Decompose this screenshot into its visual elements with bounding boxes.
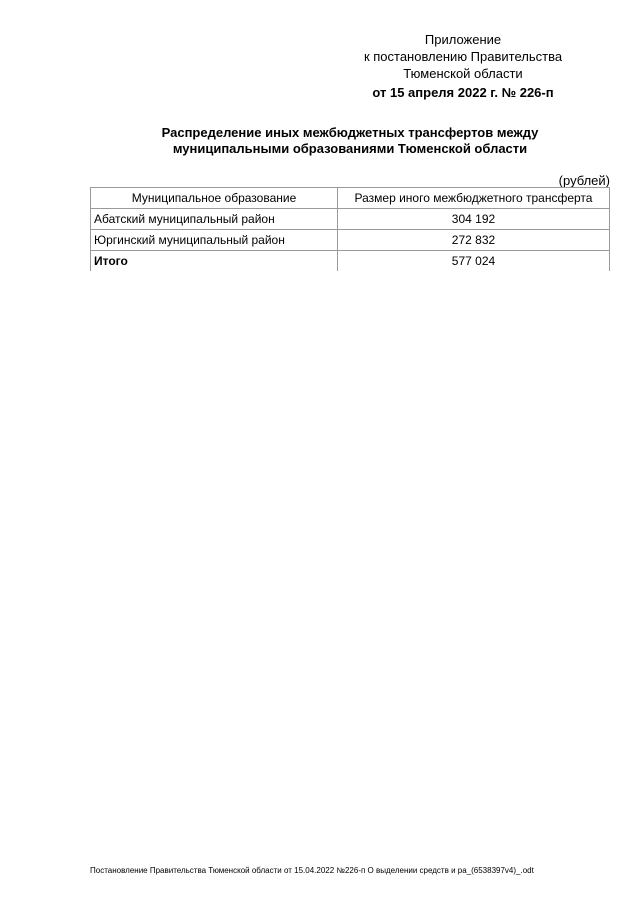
document-title <box>90 125 610 157</box>
appendix-header <box>333 31 593 101</box>
appendix-resolution-ref: к постановлению Правительства <box>363 49 563 64</box>
total-label: Итого <box>91 251 338 272</box>
header-municipality: Муниципальное образование <box>91 188 338 209</box>
transfer-amount: 304 192 <box>338 209 610 230</box>
units-label: (рублей) <box>558 173 610 188</box>
table-row <box>91 209 610 230</box>
appendix-region: Тюменской области <box>403 66 523 81</box>
footer-filename: Постановление Правительства Тюменской области от 15.04.2022 №226-п О выделении средств и ра_(6538397v4)_.odt <box>90 866 534 875</box>
appendix-label: Приложение <box>424 32 502 47</box>
transfer-amount: 272 832 <box>338 230 610 251</box>
table-header-row <box>91 188 610 209</box>
appendix-date-number: от 15 апреля 2022 г. № 226-п <box>372 85 554 100</box>
table-row <box>91 230 610 251</box>
header-transfer-amount: Размер иного межбюджетного трансферта <box>338 188 610 209</box>
total-amount: 577 024 <box>338 251 610 272</box>
table-total-row <box>91 251 610 272</box>
document-title-line-1: Распределение иных межбюджетных трансфертов между <box>161 125 539 140</box>
municipality-name: Абатский муниципальный район <box>91 209 338 230</box>
document-title-line-2: муниципальными образованиями Тюменской области <box>172 141 528 156</box>
municipality-name: Юргинский муниципальный район <box>91 230 338 251</box>
transfers-table <box>90 187 610 271</box>
